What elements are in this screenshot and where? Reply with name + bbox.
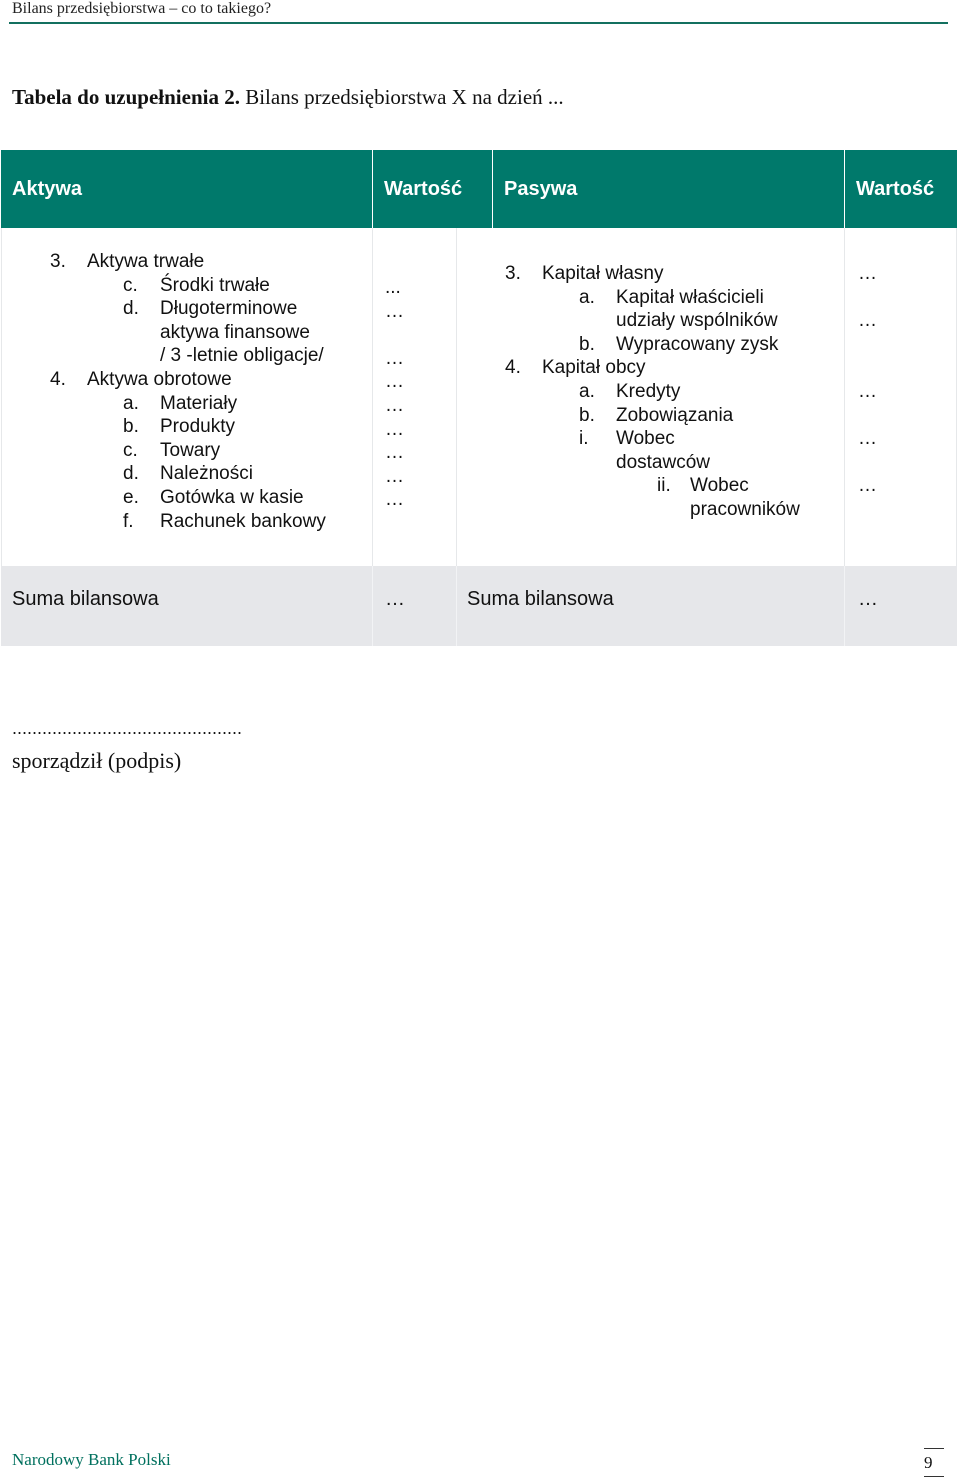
list-item-text: Gotówka w kasie [160,486,304,508]
balance-sheet-table [1,150,957,646]
list-item [457,262,843,286]
list-item [1,510,371,534]
list-item-text: Towary [160,439,221,461]
assets-values [385,276,455,512]
signature-line: .............................................. [12,718,243,738]
list-item-text: Należności [160,463,253,485]
list-item-number: c. [123,439,138,461]
page-number-rule [924,1476,944,1477]
sum-assets-value: … [385,588,405,610]
list-item [1,297,371,321]
list-item-number: 3. [505,263,521,284]
list-item-number: ii. [657,475,671,497]
list-item-text: Kredyty [616,380,681,402]
value-cell: … [385,442,404,464]
list-item [457,404,843,428]
list-item-text: Wobec [690,475,749,497]
header-liabilities: Pasywa [493,150,844,228]
list-item [457,498,843,522]
list-item-number: b. [579,404,595,426]
sum-liabilities-value: … [858,588,878,610]
list-item [1,344,371,368]
value-cell: … [858,475,877,497]
list-item-text: Aktywa trwałe [87,251,205,272]
list-item-number: e. [123,486,139,508]
value-cell: … [385,347,404,369]
list-item [457,309,843,333]
value-cell [858,286,948,310]
list-item-number: d. [123,298,139,320]
list-item [1,274,371,298]
list-item [457,356,843,380]
list-item-text: pracowników [690,498,800,520]
column-divider [456,566,457,646]
list-item-text: Aktywa obrotowe [87,368,232,390]
value-cell: … [385,489,404,511]
list-item [457,427,843,451]
value-cell: … [385,300,404,322]
list-item [1,415,371,439]
header-assets-value: Wartość [373,150,492,228]
list-item [457,380,843,404]
list-item [1,368,371,392]
caption-bold: Tabela do uzupełnienia 2. [12,85,240,109]
sum-assets-label: Suma bilansowa [12,588,159,610]
list-item-text: Rachunek bankowy [160,510,326,532]
list-item-text: Produkty [160,416,235,438]
assets-list [1,250,371,533]
list-item-text: aktywa finansowe [160,321,310,343]
list-item-text: Kapitał obcy [542,357,646,379]
list-item-text: Środki trwałe [160,274,270,296]
list-item-text: Zobowiązania [616,404,734,426]
list-item-number: c. [123,274,138,296]
list-item-text: Materiały [160,392,238,414]
value-cell: … [385,394,404,416]
value-cell: … [858,380,877,402]
list-item [1,462,371,486]
value-cell: … [858,428,877,450]
list-item [1,321,371,345]
table-caption [12,85,564,110]
value-cell: … [858,263,877,284]
list-item [1,392,371,416]
sum-liabilities-label: Suma bilansowa [467,588,614,610]
caption-rest: Bilans przedsiębiorstwa X na dzień ... [239,85,564,109]
list-item [1,486,371,510]
signature-label: sporządził (podpis) [12,748,182,773]
running-header: Bilans przedsiębiorstwa – co to takiego? [12,0,272,17]
list-item [1,439,371,463]
value-cell: ... [385,277,401,298]
value-cell: … [385,465,404,487]
list-item [457,474,843,498]
list-item [1,250,371,274]
liabilities-list [457,262,843,522]
list-item-number: a. [579,380,595,402]
list-item [457,333,843,357]
value-cell [858,451,948,475]
list-item [457,286,843,310]
header-liabilities-value: Wartość [845,150,957,228]
value-cell: … [858,310,877,332]
value-cell [858,404,948,428]
value-cell [858,356,948,380]
value-cell: … [385,371,404,393]
page-number-rule [924,1448,944,1449]
list-item-number: b. [579,333,595,355]
list-item [457,451,843,475]
liabilities-values [858,262,948,498]
footer-publisher: Narodowy Bank Polski [12,1450,171,1469]
list-item-text: Wobec [616,428,675,450]
list-item-number: 3. [50,251,66,272]
list-item-number: i. [579,428,589,450]
value-cell [385,323,455,347]
page-number: 9 [924,1453,933,1472]
column-divider [372,566,373,646]
list-item-text: udziały wspólników [616,310,778,332]
list-item-text: Kapitał właścicieli [616,286,764,308]
column-divider [844,566,845,646]
list-item-text: dostawców [616,451,710,473]
list-item-number: 4. [505,357,521,379]
list-item-text: / 3 -letnie obligacje/ [160,345,324,367]
list-item-number: a. [579,286,595,308]
header-assets: Aktywa [1,150,372,228]
list-item-text: Wypracowany zysk [616,333,779,355]
list-item-number: f. [123,510,134,532]
list-item-number: 4. [50,368,66,390]
header-rule [9,22,948,24]
value-cell: … [385,418,404,440]
list-item-number: a. [123,392,139,414]
list-item-number: b. [123,416,139,438]
list-item-text: Długoterminowe [160,298,298,320]
value-cell [858,333,948,357]
list-item-text: Kapitał własny [542,263,664,284]
list-item-number: d. [123,463,139,485]
